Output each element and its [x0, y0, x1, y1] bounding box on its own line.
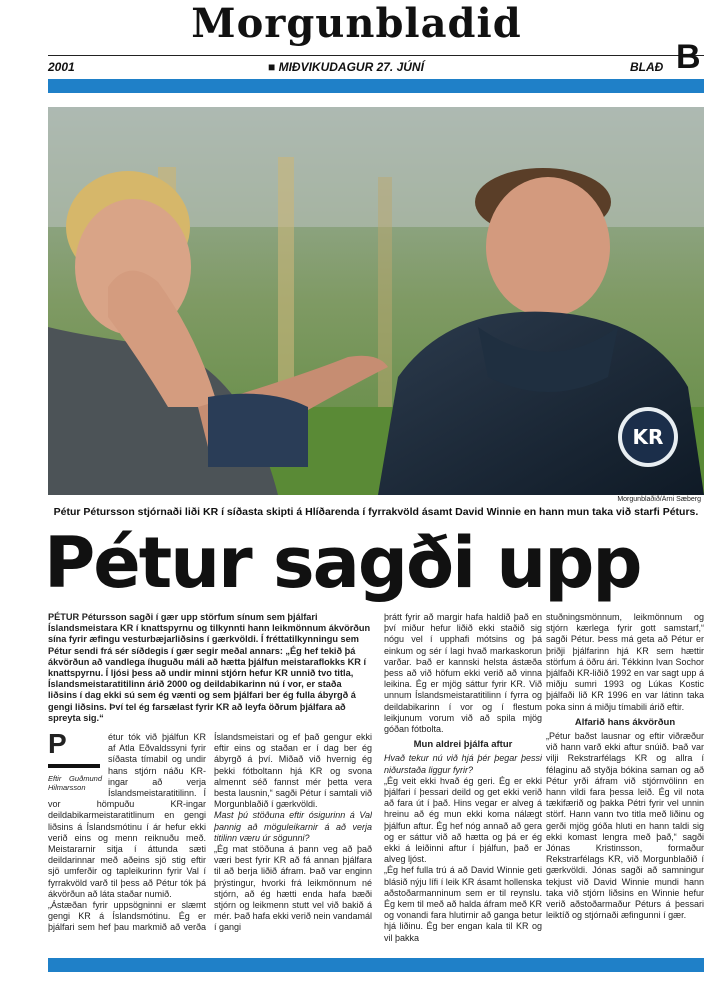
- photo-illustration: [48, 107, 704, 495]
- interview-question: Hvað tekur nú við hjá þér þegar þessi niðurstaða liggur fyrir?: [384, 753, 542, 775]
- dateline-section-letter: B: [676, 38, 701, 76]
- top-blue-bar: [48, 79, 704, 93]
- photo-caption: Pétur Pétursson stjórnaði liði KR í síðasta skipti á Hlíðarenda í fyrrakvöld ásamt David Winnie en hann mun taka við starfi Péturs.: [53, 506, 699, 518]
- masthead-rule: [48, 55, 704, 56]
- byline-block: [48, 732, 102, 792]
- paragraph: „Ég veit ekki hvað ég geri. Ég er ekki þjálfari í þessari deild og get ekki verið að fara út í það. Hins vegar er alveg á hreinu að ég mun ekki koma nálægt þjálfun aftur. Ég hef nóg annað að gera og er sáttur við að hætta og þá er ég ekki á leiðinni aftur í þjálfun, það er alveg ljóst.: [384, 775, 542, 865]
- byline-rule: [48, 764, 100, 768]
- kr-badge-text: KR: [632, 425, 664, 449]
- dateline-section-label: BLAÐ: [630, 60, 664, 74]
- bottom-blue-bar: [48, 958, 704, 972]
- article-column-1: [48, 732, 372, 934]
- drop-cap: P: [48, 732, 67, 759]
- article-column-4: [546, 612, 704, 921]
- paragraph: „Pétur baðst lausnar og eftir viðræður við hann varð ekki aftur snúið. Það var vilji Rekstrarfélags KR og allra í félaginu að styðja bókina saman og að Pétur yrði áfram við stjórnvölinn en hann vildi fara þessa leið. Ég vil nota tækifærið og þakka Pétri fyrir vel unnin störf. Hann vann tvo titla með liðinu og gerði mjög góða hluti en hann taldi sig ekki komast lengra með það,“ sagði Jónas Kristinsson, formaður Rekstrarfélags KR, við Morgunblaðið í gærkvöldi. Jónas sagði að samningur tekjust við David Winnie mundi hann taka við stjórn liðsins en Winnie hefur verið aðstoðarmaður Péturs á þessari leiktíð og stjórnaði æfingunni í gær.: [546, 731, 704, 921]
- paragraph: „Ég mat stöðuna á þann veg að það væri best fyrir KR að fá annan þjálfara til að berja liðið áfram. Það var enginn þrýstingur, hvorki frá leikmönnum né stjórn, að ég hætti enda hafa bæði stjórn og leikmenn stutt vel við bakið á mér. Það hafa ekki verið nein vandamál í gangi: [214, 844, 372, 933]
- dateline: [48, 38, 704, 76]
- paragraph: étur tók við þjálfun KR af Atla Eðvaldssyni fyrir síðasta tímabil og undir hans stjórn náðu KR-ingar að verja Íslandsmeistaratitilinn. Í vor hömpuðu KR-ingar deildabikarmeistaratitlinum en gengi liðsins á Íslandsmótinu í ár hefur ekki verið eins og menn reiknuðu með. Meistararnir sitja í áttunda sæti deildarinnar með aðeins sjö stig eftir sjö umferðir og tapleikurinn fyrir Val í fyrrakvöld varð til þess að Pétur tók þá ákvörðun að láta staðar numið.: [48, 732, 206, 899]
- photo-credit: Morgunblaðið/Árni Sæberg: [617, 496, 701, 503]
- paragraph: „Ég hef fulla trú á að David Winnie geti blásið nýju lífi í leik KR ásamt hollenska aðstoðarmanninum sem er til reynslu. Ég kem til með að halda áfram með KR og vonandi fara hlutirnir að ganga betur hjá liðinu. Ég ber engan kala til KR og vil þakka: [384, 865, 542, 943]
- article-lead: PÉTUR Pétursson sagði í gær upp störfum sínum sem þjálfari Íslandsmeistara KR í knattspyrnu og tilkynnti hann leikmönnum ákvörðun sína fyrir æfingu vesturbæjarliðsins í gærkvöldi. Í fréttatilkynningu sem Pétur sendi frá sér síðdegis í gær segir meðal annars: „Ég hef tekið þá ákvörðun að vandlega íhuguðu máli að hætta þjálfun meistaraflokks KR í knattspyrnu. Í ljósi þess að undir minni stjórn hefur KR unnið tvo titla, Íslandsmeistaratitilinn árið 2000 og deildabikarinn nú í vor, er staða liðsins í dag ekki sú sem ég vænti og sem þjálfari ber ég fulla ábyrgð á gengi liðsins. Því tel ég farsælast fyrir KR að leyfa öðrum þjálfara að spreyta sig.“: [48, 612, 371, 723]
- paragraph: stuðningsmönnum, leikmönnum og stjórn kærlega fyrir gott samstarf,“ sagði Pétur. Þess má geta að Pétur er þriðji þjálfarinn hjá KR sem hættir störfum á öðru ári. Tékkinn Ivan Sochor þjálfaði KR-liðið 1992 en var sagt upp á miðju sumri 1993 og Lúkas Kostic þjálfaði lið KR 1996 en var látinn taka poka sinn á miðju tímabili árið eftir.: [546, 612, 704, 712]
- article-column-3: [384, 612, 542, 944]
- paragraph: „Ástæðan fyrir uppsögninni er slæmt gengi KR á Íslandsmótinu. Ég er þjálfari sem hef þau markmið að verða Íslandsmeistari og ef það gengur ekki eftir eins og staðan er í dag ber ég ábyrgð á því. Miðað við hvernig ég þekki fótboltann hjá KR og svona almennt séð fannst mér þetta vera besta lausnin,“ sagði Pétur í samtali við Morgunblaðið í gærkvöldi.: [48, 732, 372, 933]
- subheading: Mun aldrei þjálfa aftur: [413, 739, 513, 751]
- paragraph: þrátt fyrir að margir hafa haldið það en því miður hefur liðið ekki staðið sig nógu vel í upphafi mótsins og þá einkum og sér í lagi hvað markaskorun varðar. Það er kannski helsta ástæða þess að við höfum ekki verið að vinna leikina. Ég er mjög sáttur fyrir KR. Við unnum Íslandsmeistaratitilinn í fyrra og deildabikarinn í vor og í flestum leikjunum vorum við að spila mjög góðan fótbolta.: [384, 612, 542, 735]
- dateline-date: ■ MIÐVIKUDAGUR 27. JÚNÍ: [268, 60, 424, 74]
- subheading: Alfarið hans ákvörðun: [574, 716, 676, 728]
- byline: Eftir Guðmund Hilmarsson: [48, 774, 102, 792]
- interview-question: Mast þú stöðuna eftir ósigurinn á Val þannig að möguleikarnir á að verja titilinn væru úr sögunni?: [214, 810, 372, 843]
- newspaper-title: Morgunbladid: [191, 0, 522, 47]
- main-photo: [48, 107, 704, 495]
- article-body: [48, 612, 704, 952]
- masthead: [0, 0, 713, 52]
- dateline-year: 2001: [48, 60, 75, 74]
- headline: Pétur sagði upp: [44, 522, 641, 604]
